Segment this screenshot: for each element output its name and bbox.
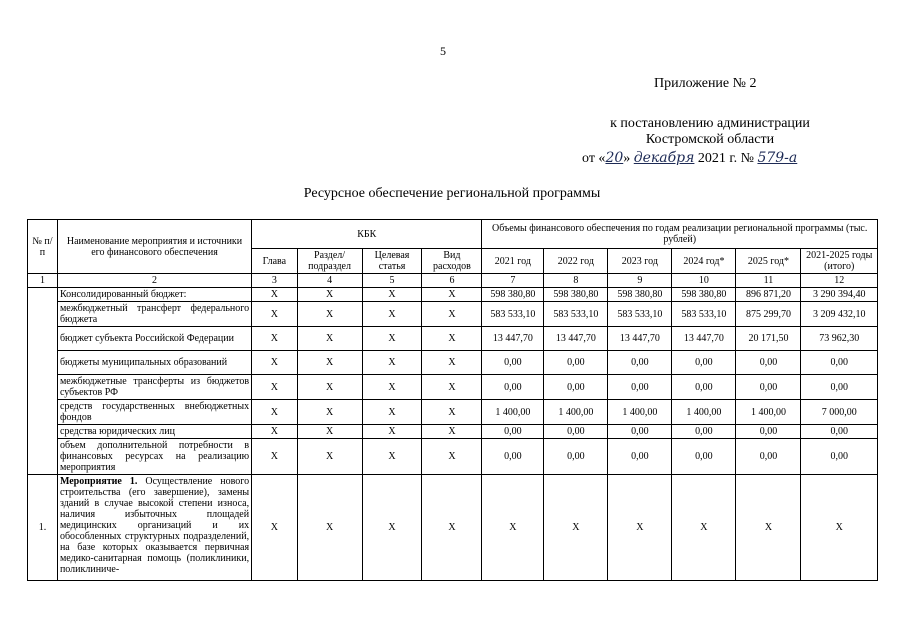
measure-kbk-cell: X bbox=[252, 475, 297, 581]
appendix-heading: Приложение № 2 bbox=[654, 76, 757, 91]
measure-title: Мероприятие 1. bbox=[59, 476, 138, 487]
value-cell: 1 400,00 bbox=[672, 400, 736, 425]
value-cell: 0,00 bbox=[482, 375, 544, 400]
table-row bbox=[28, 439, 878, 475]
measure-value-cell: X bbox=[482, 475, 544, 581]
kbk-cell: X bbox=[252, 425, 297, 439]
measure-kbk-cell: X bbox=[297, 475, 362, 581]
kbk-cell: X bbox=[362, 425, 422, 439]
value-cell: 0,00 bbox=[608, 375, 672, 400]
header-year-col: 2021-2025 годы (итого) bbox=[801, 249, 878, 274]
measure-value-cell: X bbox=[672, 475, 736, 581]
column-number: 11 bbox=[736, 274, 801, 288]
value-cell: 583 533,10 bbox=[608, 302, 672, 327]
header-year-col: 2024 год* bbox=[672, 249, 736, 274]
header-kbk: КБК bbox=[252, 220, 482, 249]
source-name: средств государственных внебюджетных фондов bbox=[57, 400, 251, 425]
header-year-col: 2022 год bbox=[544, 249, 608, 274]
value-cell: 0,00 bbox=[544, 425, 608, 439]
resolution-reference bbox=[560, 116, 860, 148]
kbk-cell: X bbox=[252, 327, 297, 351]
source-name: средства юридических лиц bbox=[57, 425, 251, 439]
measure-text: Осуществление нового строительства (его завершение), замены зданий в случае высокой степени износа, наличия избыточных площадей медицинских организаций и их обособленных структурных подразделений, на базе которых оказывается первичная медико-санитарная помощь (поликлиники, поликлиниче- bbox=[59, 476, 250, 575]
header-kbk-col: Раздел/ подраздел bbox=[297, 249, 362, 274]
value-cell: 0,00 bbox=[482, 425, 544, 439]
row-number-cell bbox=[28, 288, 58, 475]
measure-number: 1. bbox=[28, 475, 58, 581]
kbk-cell: X bbox=[252, 302, 297, 327]
document-title: Ресурсное обеспечение региональной программы bbox=[303, 186, 601, 201]
source-name: Консолидированный бюджет: bbox=[57, 288, 251, 302]
value-cell: 0,00 bbox=[736, 425, 801, 439]
measure-value-cell: X bbox=[544, 475, 608, 581]
kbk-cell: X bbox=[297, 302, 362, 327]
column-number: 10 bbox=[672, 274, 736, 288]
value-cell: 896 871,20 bbox=[736, 288, 801, 302]
source-name: бюджеты муниципальных образований bbox=[57, 351, 251, 375]
header-kbk-col: Глава bbox=[252, 249, 297, 274]
header-year-col: 2025 год* bbox=[736, 249, 801, 274]
value-cell: 0,00 bbox=[736, 375, 801, 400]
value-cell: 0,00 bbox=[482, 351, 544, 375]
value-cell: 0,00 bbox=[544, 439, 608, 475]
value-cell: 20 171,50 bbox=[736, 327, 801, 351]
value-cell: 0,00 bbox=[672, 375, 736, 400]
value-cell: 0,00 bbox=[608, 351, 672, 375]
value-cell: 3 290 394,40 bbox=[801, 288, 878, 302]
kbk-cell: X bbox=[297, 425, 362, 439]
kbk-cell: X bbox=[252, 400, 297, 425]
column-number: 6 bbox=[422, 274, 482, 288]
value-cell: 0,00 bbox=[801, 375, 878, 400]
kbk-cell: X bbox=[362, 439, 422, 475]
header-name: Наименование мероприятия и источники его финансового обеспечения bbox=[57, 220, 251, 274]
column-number: 4 bbox=[297, 274, 362, 288]
kbk-cell: X bbox=[297, 327, 362, 351]
value-cell: 598 380,80 bbox=[482, 288, 544, 302]
value-cell: 0,00 bbox=[672, 425, 736, 439]
table-row bbox=[28, 400, 878, 425]
value-cell: 0,00 bbox=[736, 439, 801, 475]
table-row bbox=[28, 351, 878, 375]
value-cell: 598 380,80 bbox=[544, 288, 608, 302]
measure-value-cell: X bbox=[736, 475, 801, 581]
value-cell: 0,00 bbox=[801, 439, 878, 475]
value-cell: 13 447,70 bbox=[482, 327, 544, 351]
kbk-cell: X bbox=[362, 288, 422, 302]
value-cell: 583 533,10 bbox=[544, 302, 608, 327]
kbk-cell: X bbox=[362, 375, 422, 400]
measure-kbk-cell: X bbox=[422, 475, 482, 581]
kbk-cell: X bbox=[362, 327, 422, 351]
value-cell: 0,00 bbox=[801, 351, 878, 375]
kbk-cell: X bbox=[362, 302, 422, 327]
date-mid: » bbox=[623, 151, 634, 166]
column-number: 7 bbox=[482, 274, 544, 288]
table-row bbox=[28, 425, 878, 439]
kbk-cell: X bbox=[297, 439, 362, 475]
header-no: № п/п bbox=[28, 220, 58, 274]
page-number: 5 bbox=[440, 44, 446, 58]
date-month: декабря bbox=[633, 150, 695, 166]
table-row bbox=[28, 327, 878, 351]
header-row-1 bbox=[28, 220, 878, 249]
kbk-cell: X bbox=[297, 375, 362, 400]
kbk-cell: X bbox=[297, 351, 362, 375]
value-cell: 0,00 bbox=[608, 425, 672, 439]
resource-table bbox=[27, 219, 878, 581]
column-number: 12 bbox=[801, 274, 878, 288]
value-cell: 0,00 bbox=[608, 439, 672, 475]
value-cell: 0,00 bbox=[672, 351, 736, 375]
value-cell: 583 533,10 bbox=[672, 302, 736, 327]
value-cell: 875 299,70 bbox=[736, 302, 801, 327]
kbk-cell: X bbox=[362, 400, 422, 425]
resolution-line-2: Костромской области bbox=[645, 132, 775, 147]
value-cell: 13 447,70 bbox=[672, 327, 736, 351]
header-year-col: 2023 год bbox=[608, 249, 672, 274]
value-cell: 0,00 bbox=[482, 439, 544, 475]
kbk-cell: X bbox=[252, 439, 297, 475]
value-cell: 583 533,10 bbox=[482, 302, 544, 327]
column-number: 3 bbox=[252, 274, 297, 288]
table-row bbox=[28, 288, 878, 302]
column-number: 8 bbox=[544, 274, 608, 288]
kbk-cell: X bbox=[422, 375, 482, 400]
value-cell: 73 962,30 bbox=[801, 327, 878, 351]
source-name: межбюджетный трансферт федерального бюджета bbox=[57, 302, 251, 327]
value-cell: 0,00 bbox=[672, 439, 736, 475]
header-kbk-col: Целевая статья bbox=[362, 249, 422, 274]
date-day: 20 bbox=[605, 150, 624, 166]
kbk-cell: X bbox=[422, 425, 482, 439]
resolution-number: 579-а bbox=[757, 150, 798, 166]
kbk-cell: X bbox=[422, 439, 482, 475]
value-cell: 1 400,00 bbox=[544, 400, 608, 425]
value-cell: 3 209 432,10 bbox=[801, 302, 878, 327]
value-cell: 0,00 bbox=[544, 351, 608, 375]
value-cell: 0,00 bbox=[801, 425, 878, 439]
value-cell: 7 000,00 bbox=[801, 400, 878, 425]
kbk-cell: X bbox=[422, 327, 482, 351]
value-cell: 1 400,00 bbox=[736, 400, 801, 425]
header-year-col: 2021 год bbox=[482, 249, 544, 274]
kbk-cell: X bbox=[297, 288, 362, 302]
resolution-line-1: к постановлению администрации bbox=[610, 116, 810, 131]
header-volumes: Объемы финансового обеспечения по годам реализации региональной программы (тыс. рублей) bbox=[482, 220, 878, 249]
source-name: бюджет субъекта Российской Федерации bbox=[57, 327, 251, 351]
source-name: объем дополнительной потребности в финансовых ресурсах на реализацию мероприятия bbox=[57, 439, 251, 475]
kbk-cell: X bbox=[422, 400, 482, 425]
source-name: межбюджетные трансферты из бюджетов субъектов РФ bbox=[57, 375, 251, 400]
date-prefix: от « bbox=[582, 151, 606, 166]
value-cell: 0,00 bbox=[736, 351, 801, 375]
header-kbk-col: Вид расходов bbox=[422, 249, 482, 274]
column-number-row bbox=[28, 274, 878, 288]
date-year: 2021 г. № bbox=[694, 151, 758, 166]
resolution-date bbox=[582, 150, 797, 167]
measure-value-cell: X bbox=[801, 475, 878, 581]
kbk-cell: X bbox=[422, 351, 482, 375]
measure-description bbox=[57, 475, 251, 581]
kbk-cell: X bbox=[422, 288, 482, 302]
column-number: 2 bbox=[57, 274, 251, 288]
value-cell: 13 447,70 bbox=[544, 327, 608, 351]
measure-kbk-cell: X bbox=[362, 475, 422, 581]
measure-row bbox=[28, 475, 878, 581]
value-cell: 1 400,00 bbox=[608, 400, 672, 425]
column-number: 1 bbox=[28, 274, 58, 288]
value-cell: 598 380,80 bbox=[608, 288, 672, 302]
value-cell: 598 380,80 bbox=[672, 288, 736, 302]
kbk-cell: X bbox=[297, 400, 362, 425]
table-row bbox=[28, 302, 878, 327]
kbk-cell: X bbox=[252, 288, 297, 302]
value-cell: 13 447,70 bbox=[608, 327, 672, 351]
measure-value-cell: X bbox=[608, 475, 672, 581]
budget-rows bbox=[28, 288, 878, 475]
kbk-cell: X bbox=[362, 351, 422, 375]
kbk-cell: X bbox=[252, 375, 297, 400]
kbk-cell: X bbox=[252, 351, 297, 375]
table-row bbox=[28, 375, 878, 400]
kbk-cell: X bbox=[422, 302, 482, 327]
column-number: 5 bbox=[362, 274, 422, 288]
value-cell: 1 400,00 bbox=[482, 400, 544, 425]
value-cell: 0,00 bbox=[544, 375, 608, 400]
column-number: 9 bbox=[608, 274, 672, 288]
